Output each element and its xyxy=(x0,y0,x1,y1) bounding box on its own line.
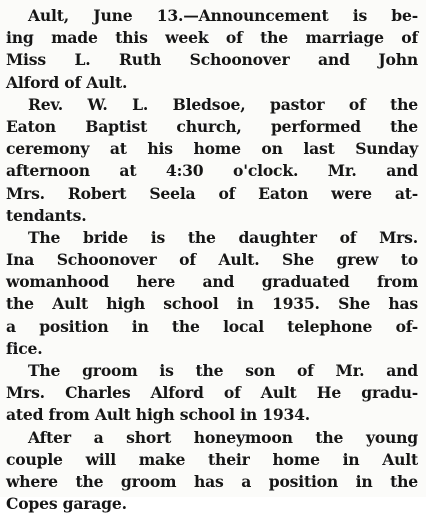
paragraph-ceremony xyxy=(6,94,418,227)
text-line: the Ault high school in 1935. She has xyxy=(6,294,418,314)
text-line: Mrs. Charles Alford of Ault He gradu- xyxy=(6,383,418,403)
text-line: afternoon at 4:30 o'clock. Mr. and xyxy=(6,161,418,181)
paragraph-groom xyxy=(6,360,418,427)
text-line: After a short honeymoon the young xyxy=(28,427,418,447)
text-line: Alford of Ault. xyxy=(6,72,128,92)
text-line: fice. xyxy=(6,338,43,358)
text-line: tendants. xyxy=(6,205,87,225)
paragraph-announcement xyxy=(6,5,418,94)
text-line: The bride is the daughter of Mrs. xyxy=(28,227,418,247)
text-line: Miss L. Ruth Schoonover and John xyxy=(6,50,418,70)
text-line: Eaton Baptist church, performed the xyxy=(6,116,418,136)
text-line: ing made this week of the marriage of xyxy=(6,28,418,48)
text-line: a position in the local telephone of- xyxy=(6,316,418,336)
text-line: couple will make their home in Ault xyxy=(6,449,418,469)
paragraph-honeymoon xyxy=(6,427,418,515)
text-line: Copes garage. xyxy=(6,494,127,514)
text-line: where the groom has a position in the xyxy=(6,471,418,491)
text-line: Ina Schoonover of Ault. She grew to xyxy=(6,250,418,270)
text-line: ceremony at his home on last Sunday xyxy=(6,139,418,159)
text-line: ated from Ault high school in 1934. xyxy=(6,405,311,425)
text-line: womanhood here and graduated from xyxy=(6,272,418,292)
text-line: Mrs. Robert Seela of Eaton were at- xyxy=(6,183,418,203)
text-line: The groom is the son of Mr. and xyxy=(28,361,418,380)
paragraph-bride xyxy=(6,227,418,360)
text-line: Ault, June 13.—Announcement is be- xyxy=(28,6,418,25)
text-line: Rev. W. L. Bledsoe, pastor of the xyxy=(28,94,418,114)
